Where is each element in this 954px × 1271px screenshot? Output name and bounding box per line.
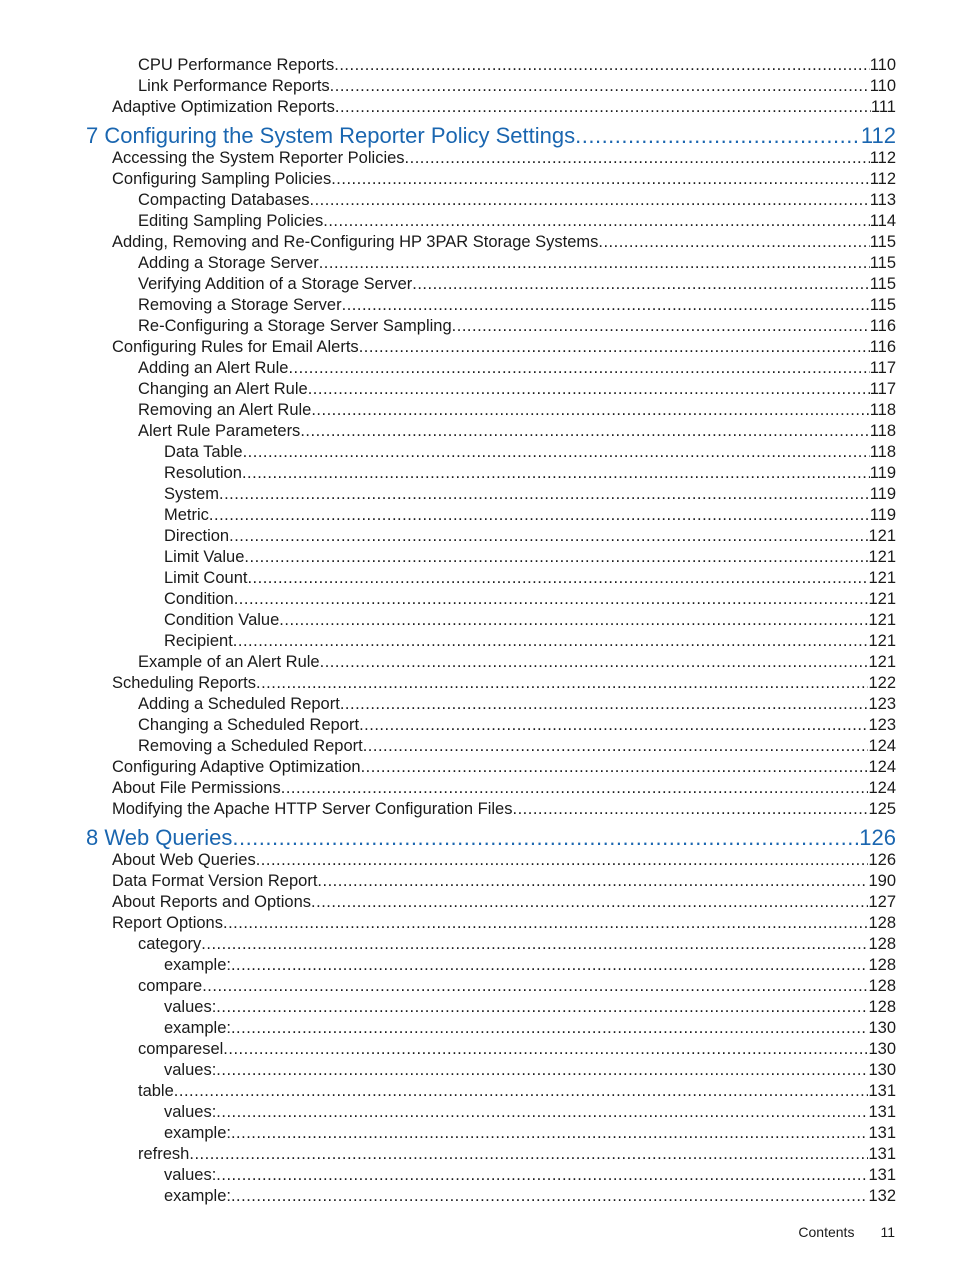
toc-entry[interactable] [138, 736, 896, 757]
toc-entry[interactable] [138, 1081, 896, 1102]
toc-entry-page: 128 [868, 935, 896, 953]
dot-leader [231, 955, 869, 976]
toc-entry-title: About File Permissions [112, 779, 281, 797]
dot-leader [223, 1039, 868, 1060]
dot-leader [311, 400, 869, 421]
toc-entry-title: compare [138, 977, 203, 995]
toc-entry-page: 112 [869, 170, 896, 188]
toc-entry-title: Modifying the Apache HTTP Server Configuration Files [112, 800, 513, 818]
toc-entry[interactable] [138, 694, 896, 715]
toc-entry-title: Compacting Databases [138, 191, 310, 209]
dot-leader [279, 610, 868, 631]
toc-entry[interactable] [138, 715, 896, 736]
toc-entry-title: values: [164, 1166, 217, 1184]
toc-entry-page: 124 [868, 758, 896, 776]
toc-entry-page: 111 [870, 98, 896, 116]
toc-entry-title: Configuring Adaptive Optimization [112, 758, 361, 776]
toc-entry-page: 119 [869, 506, 896, 524]
dot-leader [256, 673, 868, 694]
toc-entry-title: Direction [164, 527, 230, 545]
toc-entry[interactable] [164, 568, 896, 589]
toc-entry-page: 115 [869, 233, 896, 251]
dot-leader [281, 778, 869, 799]
toc-entry-title: 7 Configuring the System Reporter Policy Settings [86, 123, 576, 148]
dot-leader [234, 589, 869, 610]
toc-entry[interactable] [112, 337, 896, 358]
toc-entry-title: category [138, 935, 202, 953]
dot-leader [300, 421, 869, 442]
toc-entry-title: Link Performance Reports [138, 77, 330, 95]
page-footer [798, 1223, 895, 1241]
dot-leader [223, 913, 868, 934]
dot-leader [334, 55, 869, 76]
toc-entry-page: 119 [869, 464, 896, 482]
dot-leader [363, 736, 869, 757]
dot-leader [317, 871, 868, 892]
toc-entry-page: 128 [868, 998, 896, 1016]
toc-entry-page: 131 [868, 1124, 896, 1142]
dot-leader [216, 997, 868, 1018]
dot-leader [201, 934, 868, 955]
toc-entry-title: Verifying Addition of a Storage Server [138, 275, 413, 293]
dot-leader [361, 757, 869, 778]
toc-entry[interactable] [138, 55, 896, 76]
toc-entry-page: 112 [860, 123, 896, 148]
toc-entry-page: 112 [869, 149, 896, 167]
dot-leader [216, 1102, 868, 1123]
toc-entry[interactable] [164, 955, 896, 976]
toc-entry[interactable] [112, 757, 896, 778]
dot-leader [340, 694, 869, 715]
dot-leader [216, 1165, 868, 1186]
dot-leader [310, 190, 870, 211]
toc-entry-title: example: [164, 1187, 231, 1205]
toc-entry-title: Adding a Storage Server [138, 254, 319, 272]
dot-leader [331, 169, 869, 190]
toc-entry-title: table [138, 1082, 174, 1100]
toc-entry-page: 131 [868, 1166, 896, 1184]
toc-entry[interactable] [138, 274, 896, 295]
toc-entry[interactable] [138, 400, 896, 421]
toc-entry-title: values: [164, 1061, 217, 1079]
toc-entry[interactable] [112, 913, 896, 934]
toc-entry-title: Adding, Removing and Re-Configuring HP 3PAR Storage Systems [112, 233, 599, 251]
toc-entry-page: 115 [869, 296, 896, 314]
toc-entry[interactable] [112, 673, 896, 694]
dot-leader [229, 526, 868, 547]
toc-entry[interactable] [138, 76, 896, 97]
toc-entry-page: 121 [868, 632, 896, 650]
toc-entry-title: Data Format Version Report [112, 872, 318, 890]
toc-entry-title: Accessing the System Reporter Policies [112, 149, 405, 167]
toc-entry-page: 121 [868, 527, 896, 545]
toc-entry-page: 118 [869, 401, 896, 419]
toc-entry[interactable] [138, 976, 896, 997]
toc-entry-page: 190 [868, 872, 896, 890]
toc-entry-title: Removing a Storage Server [138, 296, 342, 314]
toc-entry-title: Metric [164, 506, 209, 524]
toc-entry[interactable] [138, 421, 896, 442]
toc-entry-title: values: [164, 1103, 217, 1121]
toc-entry-title: System [164, 485, 220, 503]
toc-entry-page: 130 [868, 1040, 896, 1058]
toc-chapter-entry[interactable] [86, 122, 896, 150]
toc-entry-title: Changing a Scheduled Report [138, 716, 360, 734]
toc-entry-title: example: [164, 1019, 231, 1037]
toc-entry[interactable] [138, 295, 896, 316]
dot-leader [174, 1081, 869, 1102]
toc-entry-page: 117 [869, 380, 896, 398]
toc-entry-page: 116 [869, 338, 896, 356]
toc-entry[interactable] [164, 1186, 896, 1207]
toc-entry-page: 125 [868, 800, 896, 818]
dot-leader [452, 316, 870, 337]
toc-entry[interactable] [164, 997, 896, 1018]
dot-leader [202, 976, 868, 997]
dot-leader [219, 484, 870, 505]
toc-chapter-entry[interactable] [86, 824, 896, 852]
toc-entry-page: 110 [869, 77, 896, 95]
toc-entry-page: 115 [869, 275, 896, 293]
toc-entry-page: 119 [869, 485, 896, 503]
toc-entry[interactable] [164, 505, 896, 526]
toc-entry-page: 121 [868, 611, 896, 629]
dot-leader [342, 295, 870, 316]
dot-leader [405, 148, 870, 169]
toc-entry-title: Editing Sampling Policies [138, 212, 324, 230]
toc-entry[interactable] [138, 1144, 896, 1165]
toc-entry-title: Alert Rule Parameters [138, 422, 301, 440]
toc-entry-page: 113 [869, 191, 896, 209]
toc-entry-title: example: [164, 956, 231, 974]
toc-entry-title: Limit Value [164, 548, 245, 566]
dot-leader [308, 379, 870, 400]
footer-page-number: 11 [880, 1224, 895, 1240]
dot-leader [412, 274, 869, 295]
toc-entry-title: Condition [164, 590, 234, 608]
toc-entry[interactable] [164, 1102, 896, 1123]
toc-entry-page: 130 [868, 1019, 896, 1037]
toc-entry[interactable] [112, 148, 896, 169]
toc-entry-title: Removing a Scheduled Report [138, 737, 363, 755]
toc-entry[interactable] [138, 316, 896, 337]
dot-leader [256, 850, 869, 871]
toc-entry-title: 8 Web Queries [86, 825, 233, 850]
toc-entry[interactable] [112, 892, 896, 913]
toc-entry-title: Adding an Alert Rule [138, 359, 289, 377]
toc-entry-page: 128 [868, 914, 896, 932]
toc-entry-page: 126 [859, 825, 896, 850]
toc-entry-title: example: [164, 1124, 231, 1142]
toc-entry[interactable] [164, 1018, 896, 1039]
toc-entry[interactable] [164, 1123, 896, 1144]
dot-leader [323, 211, 869, 232]
toc-entry-page: 122 [868, 674, 896, 692]
toc-entry-title: About Reports and Options [112, 893, 312, 911]
toc-entry[interactable] [138, 358, 896, 379]
toc-entry-title: Data Table [164, 443, 243, 461]
toc-entry-title: Removing an Alert Rule [138, 401, 312, 419]
toc-entry-page: 131 [868, 1145, 896, 1163]
toc-entry-page: 128 [868, 977, 896, 995]
dot-leader [319, 253, 870, 274]
toc-entry-page: 124 [868, 779, 896, 797]
toc-entry[interactable] [112, 799, 896, 820]
dot-leader [512, 799, 868, 820]
toc-entry[interactable] [164, 547, 896, 568]
toc-entry[interactable] [164, 526, 896, 547]
toc-entry-title: Resolution [164, 464, 242, 482]
toc-entry-page: 118 [869, 443, 896, 461]
dot-leader [359, 337, 870, 358]
toc-entry-title: Scheduling Reports [112, 674, 257, 692]
toc-entry-page: 127 [868, 893, 896, 911]
toc-entry-title: comparesel [138, 1040, 224, 1058]
toc-entry[interactable] [112, 97, 896, 118]
toc-entry-title: refresh [138, 1145, 190, 1163]
toc-entry[interactable] [138, 253, 896, 274]
toc-entry-page: 118 [869, 422, 896, 440]
toc-entry[interactable] [164, 442, 896, 463]
dot-leader [242, 463, 870, 484]
dot-leader [231, 1186, 869, 1207]
dot-leader [233, 631, 869, 652]
toc-entry[interactable] [164, 484, 896, 505]
toc-entry-page: 121 [868, 548, 896, 566]
toc-entry[interactable] [164, 463, 896, 484]
toc-entry-page: 132 [868, 1187, 896, 1205]
toc-entry-title: About Web Queries [112, 851, 256, 869]
dot-leader [247, 568, 868, 589]
toc-entry[interactable] [138, 1039, 896, 1060]
toc-entry-title: Changing an Alert Rule [138, 380, 308, 398]
dot-leader [244, 547, 868, 568]
toc-entry-title: Adaptive Optimization Reports [112, 98, 335, 116]
dot-leader [288, 358, 869, 379]
toc-entry-page: 121 [868, 653, 896, 671]
toc-entry-page: 116 [869, 317, 896, 335]
toc-entry[interactable] [138, 934, 896, 955]
toc-entry[interactable] [138, 379, 896, 400]
toc-entry-page: 115 [869, 254, 896, 272]
toc-entry-page: 131 [868, 1082, 896, 1100]
toc-entry-title: Condition Value [164, 611, 280, 629]
dot-leader [359, 715, 868, 736]
toc-entry-page: 128 [868, 956, 896, 974]
toc-entry-page: 123 [868, 716, 896, 734]
dot-leader [330, 76, 870, 97]
toc-entry[interactable] [164, 610, 896, 631]
dot-leader [189, 1144, 868, 1165]
dot-leader [320, 652, 869, 673]
dot-leader [209, 505, 870, 526]
toc-entry[interactable] [112, 232, 896, 253]
toc-entry-title: Configuring Sampling Policies [112, 170, 332, 188]
toc-entry-title: Recipient [164, 632, 233, 650]
toc-entry-page: 110 [869, 56, 896, 74]
toc-entry-title: Example of an Alert Rule [138, 653, 320, 671]
dot-leader [598, 232, 869, 253]
toc-entry[interactable] [164, 1060, 896, 1081]
toc-entry-title: Adding a Scheduled Report [138, 695, 340, 713]
toc-entry[interactable] [138, 652, 896, 673]
dot-leader [232, 824, 859, 852]
toc-entry[interactable] [112, 778, 896, 799]
toc-entry[interactable] [138, 211, 896, 232]
footer-label: Contents [798, 1224, 855, 1240]
toc-entry[interactable] [164, 1165, 896, 1186]
dot-leader [216, 1060, 868, 1081]
dot-leader [231, 1123, 869, 1144]
toc-entry-page: 130 [868, 1061, 896, 1079]
dot-leader [243, 442, 870, 463]
toc-entry-page: 121 [868, 590, 896, 608]
dot-leader [231, 1018, 869, 1039]
toc-entry-title: values: [164, 998, 217, 1016]
toc-entry-page: 131 [868, 1103, 896, 1121]
toc-entry[interactable] [138, 190, 896, 211]
toc-entry-page: 114 [869, 212, 896, 230]
toc-entry-page: 121 [868, 569, 896, 587]
toc-entry-title: Limit Count [164, 569, 248, 587]
toc-entry-page: 123 [868, 695, 896, 713]
dot-leader [335, 97, 871, 118]
toc-entry-title: CPU Performance Reports [138, 56, 335, 74]
toc-entry-page: 126 [868, 851, 896, 869]
toc-entry-title: Re-Configuring a Storage Server Sampling [138, 317, 452, 335]
toc-entry[interactable] [164, 589, 896, 610]
dot-leader [575, 122, 861, 150]
toc-entry-title: Configuring Rules for Email Alerts [112, 338, 359, 356]
toc-entry-page: 117 [869, 359, 896, 377]
dot-leader [311, 892, 868, 913]
toc-entry[interactable] [112, 871, 896, 892]
toc-entry-title: Report Options [112, 914, 223, 932]
toc-entry-page: 124 [868, 737, 896, 755]
toc-entry[interactable] [164, 631, 896, 652]
toc-entry[interactable] [112, 169, 896, 190]
toc-entry[interactable] [112, 850, 896, 871]
